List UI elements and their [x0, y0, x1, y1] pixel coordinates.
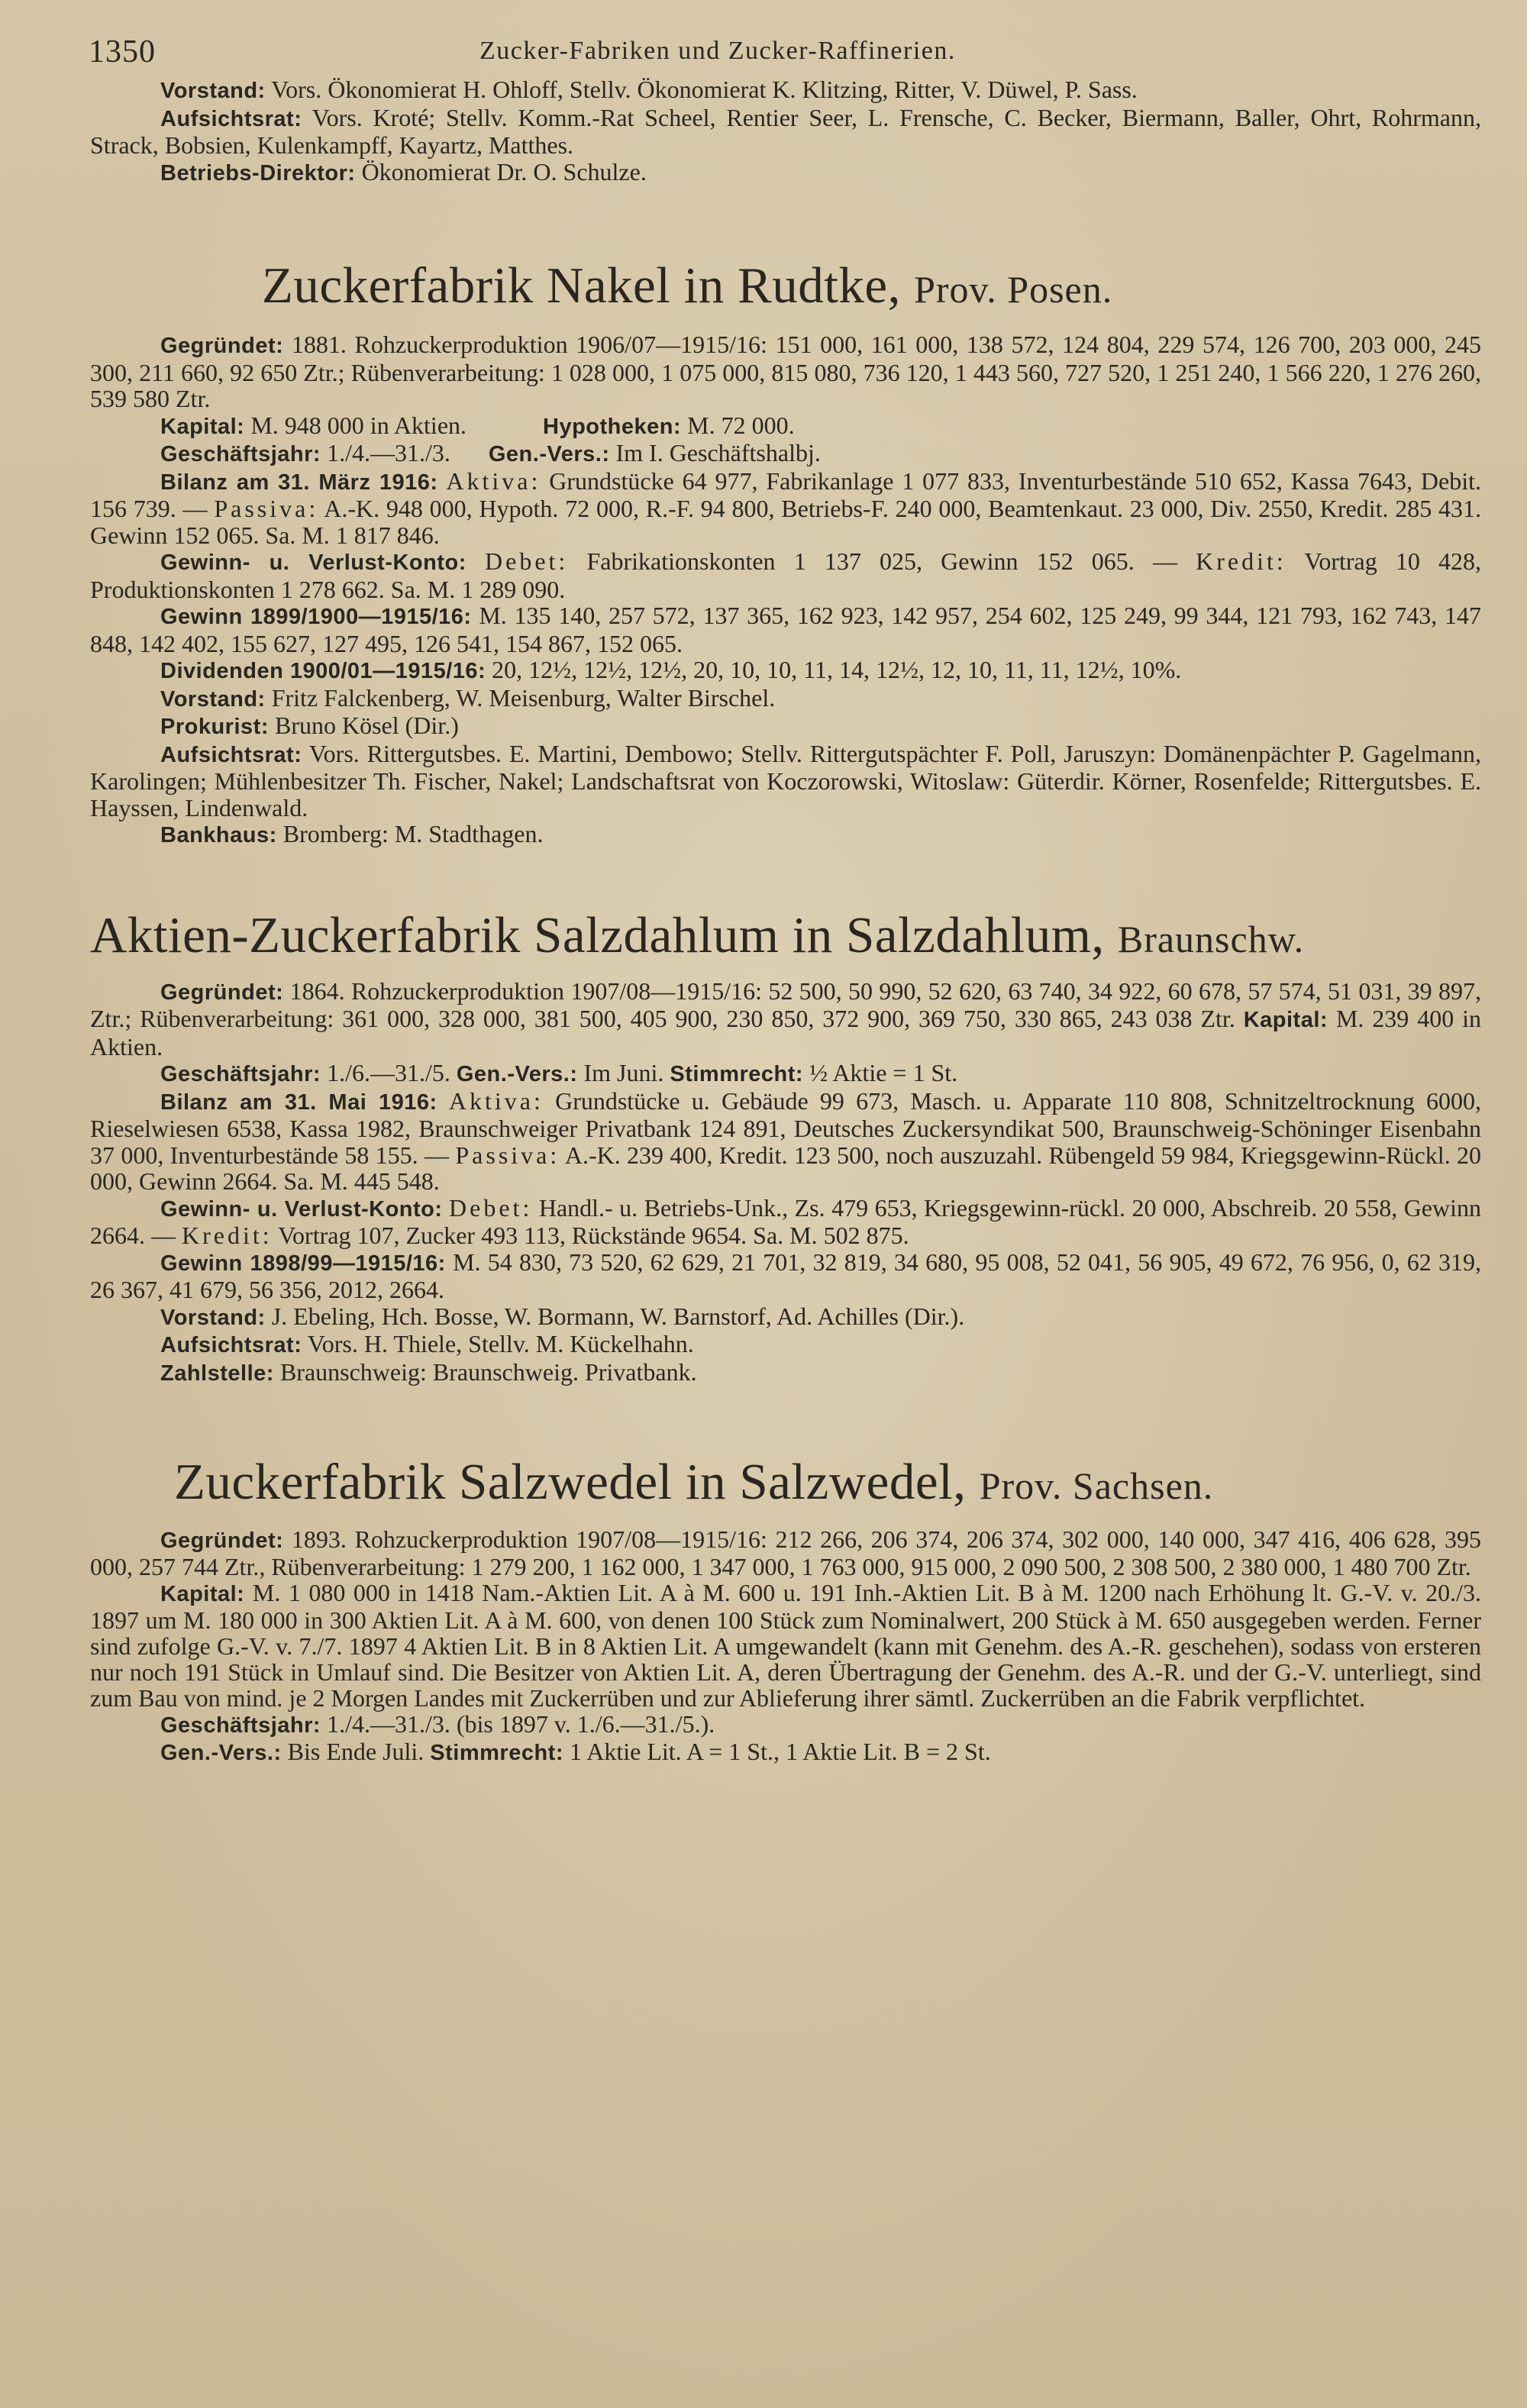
text: 1893. Rohzuckerproduktion 1907/08—1915/16: 212 266, 206 374, 206 374, 302 000, 140 000, 347 416, 406 628, 395 000, 257 744 Ztr., Rübenverarbeitung: 1 279 200, 1 162 000, 1 347 000, 1 763 000, 915 000, 2 090 500, 2 308 500, 2 380 000, 1 480 700 Ztr. [90, 1525, 1482, 1580]
entry-title [262, 257, 1481, 318]
text: Vors. Ökonomierat H. Ohloff, Stellv. Ökonomierat K. Klitzing, Ritter, V. Düwel, P. Sass. [271, 76, 1138, 103]
text: Vors. Rittergutsbes. E. Martini, Dembowo; Stellv. Rittergutspächter F. Poll, Jaruszyn: Domänenpächter P. Gagelmann, Karolingen; Mühlenbesitzer Th. Fischer, Nakel; Landschaftsrat von Koczorowski, Witoslaw: Güterdir. Körner, Rosenfelde; Rittergutsbes. E. Hayssen, Lindenwald. [90, 739, 1482, 821]
text: Vors. Kroté; Stellv. Komm.-Rat Scheel, Rentier Seer, L. Frensche, C. Becker, Biermann, Baller, Ohrt, Rohrmann, Strack, Bobsien, Kulenkampff, Kayartz, Matthes. [90, 103, 1482, 159]
debet-label: Debet: [449, 1193, 533, 1222]
kapital [90, 1580, 1481, 1711]
gegruendet [90, 331, 1481, 412]
prev-vorstand [90, 76, 1481, 105]
entry-location: Braunschw. [1117, 917, 1305, 960]
text: M. 54 830, 73 520, 62 629, 21 701, 32 819, 34 680, 95 008, 52 041, 56 905, 49 672, 76 956, 0, 62 319, 26 367, 41 679, 56 356, 2012, 2664. [90, 1248, 1482, 1303]
label: Vorstand: [160, 79, 266, 103]
text: 1./4.—31./3. (bis 1897 v. 1./6.—31./5.). [327, 1710, 715, 1738]
geschaeftsjahr [90, 1060, 1481, 1088]
text: M. 1 080 000 in 1418 Nam.-Aktien Lit. A à M. 600 u. 191 Inh.-Aktien Lit. B à M. 1200 nach Erhöhung lt. G.-V. v. 20./3. 1897 um M. 180 000 in 300 Aktien Lit. A à M. 600, von denen 100 Stück zum Nominalwert, 200 Stück à M. 650 ausgegeben werden. Ferner sind zufolge G.-V. v. 7./7. 1897 4 Aktien Lit. B in 8 Aktien Lit. A umgewandelt (kann mit Genehm. des A.-R. geschehen), sodass von ersteren nur noch 191 Stück in Umlauf sind. Die Besitzer von Aktien Lit. A, deren Übertragung der Genehm. des A.-R. und der G.-V. unterliegt, sind zum Bau von mind. je 2 Morgen Landes mit Zuckerrüben und zur Ablieferung ihrer sämtl. Zuckerrüben an die Fabrik verpflichtet. [90, 1579, 1482, 1712]
gewinn-verlust-konto [90, 548, 1481, 602]
page-number: 1350 [89, 34, 156, 69]
label: Aufsichtsrat: [160, 106, 302, 131]
aktiva-label: Aktiva: [446, 466, 541, 495]
text: Vortrag 10 428, Produktionskonten 1 278 662. Sa. M. 1 289 090. [90, 547, 1482, 603]
entry-aktien-zuckerfabrik-salzdahlum [90, 907, 1481, 1387]
dividenden [90, 657, 1481, 685]
bilanz [90, 468, 1481, 549]
text: Handl.- u. Betriebs-Unk., Zs. 479 653, Kriegsgewinn-rückl. 20 000, Abschreib. 20 558, Gewinn 2664. — [90, 1193, 1482, 1249]
text: Grundstücke 64 977, Fabrikanlage 1 077 833, Inventurbestände 510 652, Kassa 7643, Debit. 156 739. — [90, 466, 1481, 522]
bilanz [90, 1088, 1481, 1195]
text: Vors. H. Thiele, Stellv. M. Kückelhahn. [307, 1330, 694, 1357]
label: Aufsichtsrat: [160, 1333, 302, 1357]
entry-name: Aktien-Zuckerfabrik Salzdahlum in Salzdahlum, [90, 906, 1105, 964]
text: 1./6.—31./5. [327, 1059, 450, 1086]
running-head [90, 31, 1481, 76]
text: A.-K. 948 000, Hypoth. 72 000, R.-F. 94 800, Betriebs-F. 240 000, Beamtenkaut. 23 000, Div. 2550, Kredit. 285 431. Gewinn 152 065. Sa. M. 1 817 846. [90, 495, 1482, 549]
label: Bankhaus: [160, 823, 277, 847]
gewinn-history [90, 1249, 1481, 1303]
label: Hypotheken: [543, 414, 682, 439]
text: Fritz Falckenberg, W. Meisenburg, Walter Birschel. [271, 683, 776, 712]
label: Bilanz am 31. Mai 1916: [160, 1089, 437, 1115]
label: Geschäftsjahr: [160, 1062, 321, 1086]
label: Gen.-Vers.: [488, 442, 610, 466]
text: 1./4.—31./3. [327, 439, 450, 466]
entry-title [174, 1454, 1481, 1514]
label: Geschäftsjahr: [160, 442, 321, 466]
entry-location: Prov. Posen. [914, 268, 1113, 311]
text: Bis Ende Juli. [287, 1738, 425, 1765]
text: ½ Aktie = 1 St. [809, 1059, 958, 1086]
entry-name: Zuckerfabrik Nakel in Rudtke, [262, 257, 901, 314]
running-title: Zucker-Fabriken und Zucker-Raffinerien. [479, 37, 956, 65]
vorstand [90, 685, 1481, 713]
kredit-label: Kredit: [182, 1222, 273, 1249]
gewinn-history [90, 602, 1481, 657]
entry-location: Prov. Sachsen. [979, 1464, 1214, 1507]
label: Vorstand: [160, 686, 266, 712]
text: M. 72 000. [687, 411, 795, 439]
text: 1864. Rohzuckerproduktion 1907/08—1915/16: 52 500, 50 990, 52 620, 63 740, 34 922, 60 678, 57 574, 51 031, 39 897, Ztr.; Rübenverarbeitung: 361 000, 328 000, 381 500, 405 900, 230 850, 372 900, 369 750, 330 865, 243 038 Ztr. [90, 976, 1482, 1032]
label: Gen.-Vers.: [160, 1741, 282, 1765]
label: Bilanz am 31. März 1916: [160, 470, 438, 495]
passiva-label: Passiva: [455, 1141, 560, 1169]
gegruendet [90, 978, 1481, 1060]
geschaeftsjahr [90, 1711, 1481, 1738]
entry-zuckerfabrik-nakel [90, 257, 1481, 849]
prev-aufsichtsrat [90, 105, 1481, 159]
entry-title [90, 907, 1481, 967]
text: 1 Aktie Lit. A = 1 St., 1 Aktie Lit. B = 2 St. [570, 1738, 991, 1765]
label: Gewinn 1899/1900—1915/16: [160, 605, 472, 629]
text: Braunschweig: Braunschweig. Privatbank. [279, 1357, 697, 1386]
text: M. 239 400 in Aktien. [90, 1005, 1482, 1060]
label: Geschäftsjahr: [160, 1713, 321, 1738]
label: Aufsichtsrat: [160, 742, 302, 767]
passiva-label: Passiva: [214, 495, 319, 522]
label: Gen.-Vers.: [456, 1062, 578, 1086]
label: Gewinn- u. Verlust-Konto: [160, 1196, 443, 1222]
gen-vers [90, 1738, 1481, 1766]
gewinn-verlust-konto [90, 1195, 1481, 1249]
label: Gegründet: [160, 334, 284, 358]
geschaeftsjahr [90, 440, 1481, 468]
label: Stimmrecht: [670, 1062, 804, 1086]
previous-entry-tail [90, 76, 1481, 186]
label: Gewinn- u. Verlust-Konto: [160, 550, 466, 575]
text: Vortrag 107, Zucker 493 113, Rückstände 9654. Sa. M. 502 875. [278, 1222, 909, 1249]
label: Gegründet: [160, 1528, 284, 1553]
label: Kapital: [160, 1582, 245, 1606]
text: 20, 12½, 12½, 12½, 20, 10, 10, 11, 14, 12½, 12, 10, 11, 11, 12½, 10%. [492, 656, 1182, 683]
label: Zahlstelle: [160, 1361, 274, 1386]
label: Betriebs-Direktor: [160, 160, 356, 186]
bankhaus [90, 821, 1481, 849]
entry-name: Zuckerfabrik Salzwedel in Salzwedel, [174, 1454, 967, 1510]
text: M. 135 140, 257 572, 137 365, 162 923, 142 957, 254 602, 125 249, 99 344, 121 793, 162 743, 147 848, 142 402, 155 627, 127 495, 126 541, 154 867, 152 065. [90, 602, 1482, 657]
label: Gewinn 1898/99—1915/16: [160, 1251, 446, 1276]
kredit-label: Kredit: [1196, 547, 1286, 575]
debet-label: Debet: [485, 547, 569, 575]
text: Bromberg: M. Stadthagen. [282, 820, 544, 847]
text: J. Ebeling, Hch. Bosse, W. Bormann, W. Barnstorf, Ad. Achilles (Dir.). [271, 1302, 965, 1330]
aufsichtsrat [90, 1331, 1481, 1359]
text: Bruno Kösel (Dir.) [274, 712, 459, 739]
gegruendet [90, 1526, 1481, 1580]
label: Gegründet: [160, 980, 284, 1005]
prev-betriebs-direktor [90, 159, 1481, 187]
text: Im Juni. [583, 1059, 664, 1086]
label: Dividenden 1900/01—1915/16: [160, 659, 486, 683]
text: Im I. Geschäftshalbj. [615, 439, 821, 466]
text: Ökonomierat Dr. O. Schulze. [361, 157, 647, 186]
text: M. 948 000 in Aktien. [250, 411, 467, 439]
label: Vorstand: [160, 1305, 266, 1330]
prokurist [90, 712, 1481, 741]
text: Fabrikationskonten 1 137 025, Gewinn 152 065. — [586, 547, 1177, 575]
aufsichtsrat [90, 741, 1481, 821]
label: Stimmrecht: [430, 1741, 563, 1765]
label: Kapital: [160, 414, 245, 439]
aktiva-label: Aktiva: [448, 1086, 544, 1115]
text: Grundstücke u. Gebäude 99 673, Masch. u. Apparate 110 808, Schnitzeltrocknung 6000, Rieselwiesen 6538, Kassa 1982, Braunschweiger Privatbank 124 891, Deutsches Zuckersyndikat 500, Braunschweig-Schöninger Eisenbahn 37 000, Inventurbestände 58 155. — [90, 1086, 1481, 1169]
text: A.-K. 239 400, Kredit. 123 500, noch auszuzahl. Rübengeld 59 984, Kriegsgewinn-Rückl. 20 000, Gewinn 2664. Sa. M. 445 548. [90, 1141, 1482, 1195]
label: Prokurist: [160, 715, 269, 739]
zahlstelle [90, 1359, 1481, 1387]
kapital [90, 412, 1481, 441]
entry-zuckerfabrik-salzwedel [90, 1454, 1481, 1766]
label: Kapital: [1243, 1008, 1328, 1032]
vorstand [90, 1303, 1481, 1332]
text: 1881. Rohzuckerproduktion 1906/07—1915/16: 151 000, 161 000, 138 572, 124 804, 229 574, 126 700, 203 000, 245 300, 211 660, 92 650 Ztr.; Rübenverarbeitung: 1 028 000, 1 075 000, 815 080, 736 120, 1 443 560, 727 520, 1 251 240, 1 566 220, 1 276 260, 539 580 Ztr. [90, 331, 1482, 412]
